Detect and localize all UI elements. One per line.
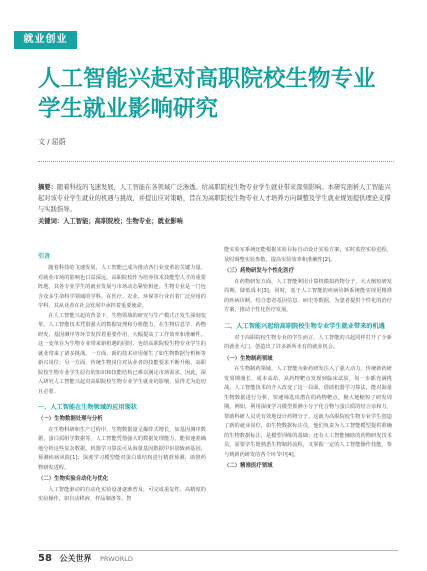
subheading: （二）精准医疗领域 xyxy=(224,463,273,469)
paragraph: 在人工智能兴起的背景下，生物领域的研究与生产模式正发生深刻变革。人工智能技术凭借强大的数据处理和分析能力，在生物信息学、药物研发、基因测序等环节发挥着重要作用，大幅提高了工作效率和准确性。这一变革在为生物专业带来新机遇的同时，也给高职院校生物专业学生的就业带来了诸多挑战。一方面，新的技术应用催生了如生物数据分析师等新兴岗位；另一方面，传统生物岗位对从业者的技能要求不断升级，高职院校生物专业学生原有的知识和技能结构已难以满足市场需求。因此，深入研究人工智能兴起对高职院校生物专业学生就业的影响，显得尤为迫切且必要。 xyxy=(38,312,206,395)
article-title xyxy=(38,64,398,124)
subheading: （二）生物实验自动化与优化 xyxy=(38,476,109,482)
footer-rule xyxy=(38,550,398,551)
abstract xyxy=(38,182,394,215)
title-line-2: 学生就业影响研究 xyxy=(38,96,219,122)
subheading: （一）生物制药领域 xyxy=(224,355,273,362)
keywords-text: 人工智能；高职院校；生物专业；就业影响 xyxy=(63,218,183,225)
heading-section-2: 二、人工智能兴起给高职院校生物专业学生就业带来的机遇 xyxy=(224,322,385,330)
abstract-label: 摘要： xyxy=(38,184,57,191)
paragraph: 在生物制药领域，人工智能为新药研发注入了强大动力。传统新药研发周期漫长、成本高昂，从药物靶点发现到临床试验，每一步都充满挑战。人工智能技术的介入改变了这一局面，借助机器学习算法，能对海量生物数据进行分析，快速筛选出潜在的药物靶点，极大地缩短了研发周期。例如，利用深度学习模型预测小分子化合物与蛋白质的结合亲和力，帮助科研人员更有效地设计药物分子。这就为高职院校生物专业学生创造了新的就业岗位，如生物数据标注员，他们负责为人工智能模型提供准确的生物数据标注，是模型训练的基础；还有人工智能辅助的药物研发技术员，需要学生既熟悉生物制药流程，又掌握一定的人工智能操作技能，参与到新药研发的各个环节中[4]。 xyxy=(224,366,392,458)
divider xyxy=(38,161,394,162)
right-column xyxy=(224,246,392,473)
heading-intro: 引言 xyxy=(38,253,51,260)
paragraph: 在生物科研和生产过程中，生物数据量呈爆炸式增长，如基因测序数据、蛋白质组学数据等。人工智能凭借强大的数据处理能力，能快速准确地分析这些复杂数据。机器学习算法可从海量基因数据中识别致病基因，预测疾病风险[1]；深度学习模型能对蛋白质结构进行精准预测，助推药物研发进程。 xyxy=(38,426,206,471)
paragraph: 对于高职院校生物专业的学生而言，人工智能的兴起同样打开了全新的就业大门，创造出了许多新所未有的就业机会。 xyxy=(224,334,392,350)
author-line: 文 / 屈蔚 xyxy=(38,138,66,146)
paragraph: 能实验室系统还能根据实验目标自动设计实验方案，实时监控实验进程，及时调整实验参数，提高实验效率和准确性[2]。 xyxy=(224,247,392,263)
footer xyxy=(38,553,133,564)
paragraph: 人工智能驱动的自动化实验设备逐渐普及，可完成重复性、高精度的实验操作，如自动移液、样品制备等。智 xyxy=(38,486,206,502)
heading-section-1: 一、人工智能在生物领域的应用现状 xyxy=(38,404,137,411)
keywords-label: 关键词： xyxy=(38,218,64,225)
title-line-1: 人工智能兴起对高职院校生物专业 xyxy=(38,66,376,92)
paragraph: 随着科技的飞速发展，人工智能已成为推动各行业变革的关键力量。对就业市场的影响也日益深远。高职院校作为培养技术技能型人才的重要阵地，其各专业学生的就业发展与市场动态紧密相连。生物专业是一门包含众多生命科学领域的学科，在医疗、农业、环保等行业有着广泛应用的学科，其从业者在社会发展中承担着重要使命。 xyxy=(38,265,206,309)
keywords xyxy=(38,217,394,227)
subheading: （一）生物数据处理与分析 xyxy=(38,416,103,422)
paragraph: 在药物研发方面，人工智能利用计算机模拟药物分子，大大缩短研发周期，降低成本[3]。同时，基于人工智能的疾病诊断系统能实现更精准的疾病诊断。结合患者基因信息、病史等数据，为患者提供个性化的治疗方案，推动个性化医疗发展。 xyxy=(224,278,392,313)
abstract-text: 随着科技的飞速发展，人工智能在各领域广泛渗透。给高职院校生物专业学生就业带来深刻影响。本研究剖析人工智能兴起对该专业学生就业的机遇与挑战，并提出应对策略，旨在为高职院校生物专业人才培养方向调整及学生就业规划提供理论支撑与实践指导。 xyxy=(38,184,391,213)
subheading: （三）药物研发与个性化医疗 xyxy=(224,268,295,274)
page-number: 58 xyxy=(38,553,52,564)
section-tag: 就业创业 xyxy=(14,31,77,49)
magazine-english-name: PRWORLD xyxy=(100,555,133,563)
left-column xyxy=(38,246,206,505)
magazine-name: 公关世界 xyxy=(59,554,92,563)
